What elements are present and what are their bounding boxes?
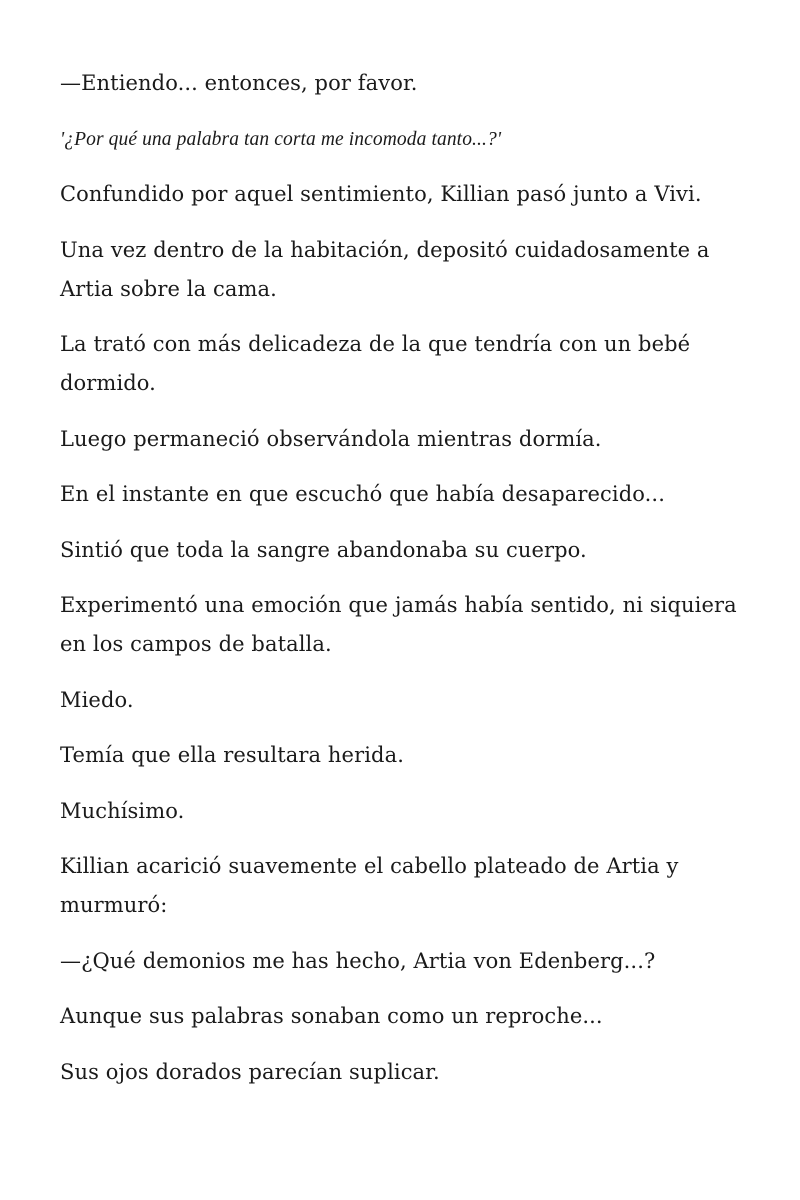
- paragraph-13: Killian acarició suavemente el cabello plateado de Artia y murmuró:: [60, 854, 679, 917]
- paragraph-1: —Entiendo... entonces, por favor.: [60, 71, 418, 95]
- paragraph-4: Una vez dentro de la habitación, depositó cuidadosamente a Artia sobre la cama.: [60, 237, 710, 301]
- paragraph-11: Temía que ella resultara herida.: [60, 743, 404, 767]
- paragraph-3: Confundido por aquel sentimiento, Killian pasó junto a Vivi.: [60, 182, 702, 206]
- paragraph-5: La trató con más delicadeza de la que tendría con un bebé dormido.: [60, 332, 691, 395]
- paragraph-10: Miedo.: [60, 687, 134, 712]
- paragraph-12: Muchísimo.: [60, 798, 185, 823]
- paragraph-9: Experimentó una emoción que jamás había sentido, ni siquiera en los campos de batalla.: [60, 593, 737, 656]
- paragraph-2-thought: '¿Por qué una palabra tan corta me incomoda tanto...?': [60, 128, 502, 150]
- paragraph-16: Sus ojos dorados parecían suplicar.: [60, 1059, 440, 1084]
- paragraph-6: Luego permaneció observándola mientras dormía.: [60, 426, 602, 451]
- paragraph-15: Aunque sus palabras sonaban como un reproche...: [60, 1004, 603, 1028]
- paragraph-8: Sintió que toda la sangre abandonaba su cuerpo.: [60, 537, 587, 562]
- paragraph-14: —¿Qué demonios me has hecho, Artia von Edenberg...?: [60, 948, 656, 973]
- paragraph-7: En el instante en que escuchó que había desaparecido...: [60, 482, 665, 506]
